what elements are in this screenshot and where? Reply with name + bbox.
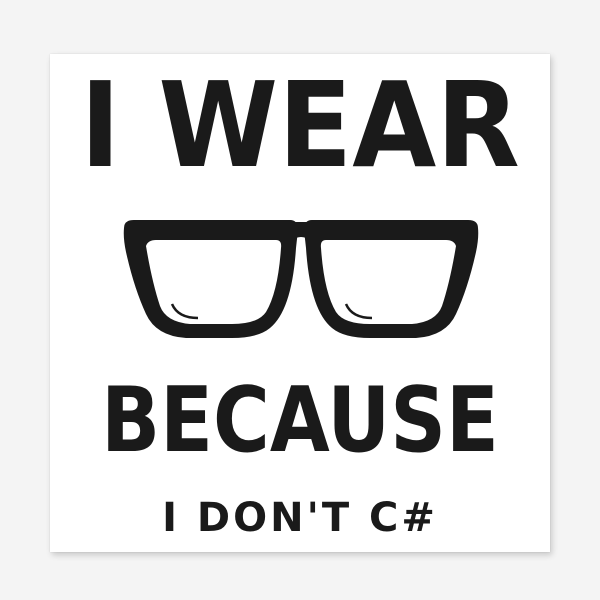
poster	[50, 54, 550, 552]
headline-text: I WEAR	[80, 56, 520, 194]
middle-text: BECAUSE	[101, 368, 499, 473]
left-lens	[146, 240, 281, 324]
right-lens	[321, 240, 456, 324]
punchline-text: I DON'T C#	[162, 495, 438, 541]
bridge	[290, 222, 312, 240]
eyeglasses-icon	[120, 218, 482, 340]
